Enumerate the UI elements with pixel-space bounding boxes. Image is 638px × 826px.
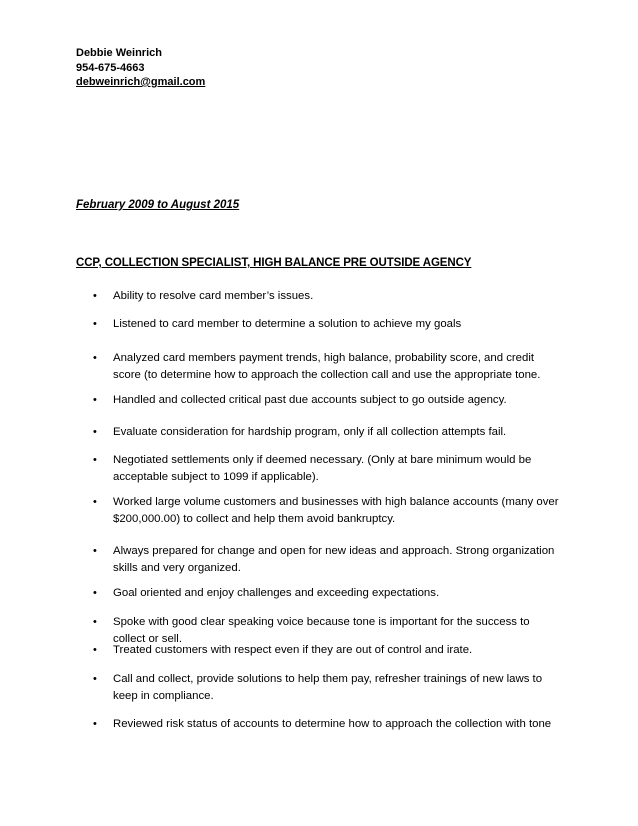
contact-phone: 954-675-4663	[76, 61, 145, 74]
list-item-line: Treated customers with respect even if they are out of control and irate.	[113, 644, 473, 656]
list-item-line: Handled and collected critical past due accounts subject to go outside agency.	[113, 394, 507, 406]
bullet-icon: •	[93, 454, 97, 466]
list-item-line: Call and collect, provide solutions to help them pay, refresher trainings of new laws to	[113, 673, 543, 685]
bullet-icon: •	[93, 616, 97, 628]
list-item-text	[113, 288, 573, 305]
job-title: CCP, COLLECTION SPECIALIST, HIGH BALANCE PRE OUTSIDE AGENCY	[76, 257, 472, 269]
list-item-text	[113, 671, 573, 704]
list-item-text	[113, 585, 573, 602]
bullet-icon: •	[93, 318, 97, 330]
list-item-line: Evaluate consideration for hardship program, only if all collection attempts fail.	[113, 426, 507, 438]
bullet-icon: •	[93, 718, 97, 730]
list-item-line: Spoke with good clear speaking voice because tone is important for the success to	[113, 616, 530, 628]
bullet-icon: •	[93, 394, 97, 406]
list-item-text	[113, 642, 573, 659]
contact-block	[76, 46, 205, 90]
bullet-icon: •	[93, 352, 97, 364]
list-item-line: Ability to resolve card member’s issues.	[113, 290, 314, 302]
list-item-text	[113, 452, 573, 485]
bullet-icon: •	[93, 496, 97, 508]
list-item-text	[113, 543, 573, 576]
bullet-icon: •	[93, 673, 97, 685]
employment-date-range: February 2009 to August 2015	[76, 199, 240, 211]
list-item-line: keep in compliance.	[113, 689, 214, 702]
list-item-text	[113, 716, 573, 733]
list-item-line: Always prepared for change and open for new ideas and approach. Strong organization	[113, 545, 555, 557]
contact-email: debweinrich@gmail.com	[76, 76, 206, 88]
list-item-line: Worked large volume customers and businesses with high balance accounts (many over	[113, 496, 559, 508]
bullet-icon: •	[93, 290, 97, 302]
list-item-text	[113, 350, 573, 383]
list-item-line: Goal oriented and enjoy challenges and exceeding expectations.	[113, 587, 440, 599]
list-item-text	[113, 424, 573, 441]
list-item-line: $200,000.00) to collect and help them avoid bankruptcy.	[113, 512, 396, 525]
bullet-icon: •	[93, 587, 97, 599]
bullet-icon: •	[93, 644, 97, 656]
bullet-icon: •	[93, 426, 97, 438]
list-item-line: Listened to card member to determine a solution to achieve my goals	[113, 318, 462, 330]
contact-name: Debbie Weinrich	[76, 47, 162, 59]
list-item-line: skills and very organized.	[113, 561, 241, 574]
list-item-line: Reviewed risk status of accounts to determine how to approach the collection with tone	[113, 718, 552, 730]
list-item-line: acceptable subject to 1099 if applicable).	[113, 470, 319, 483]
bullet-icon: •	[93, 545, 97, 557]
list-item-line: Negotiated settlements only if deemed necessary. (Only at bare minimum would be	[113, 454, 532, 466]
list-item-line: collect or sell.	[113, 632, 183, 645]
list-item-text	[113, 392, 573, 409]
list-item-text	[113, 316, 573, 333]
list-item-line: Analyzed card members payment trends, high balance, probability score, and credit	[113, 352, 535, 364]
list-item-line: score (to determine how to approach the collection call and use the appropriate tone.	[113, 368, 541, 381]
list-item-text	[113, 494, 573, 527]
